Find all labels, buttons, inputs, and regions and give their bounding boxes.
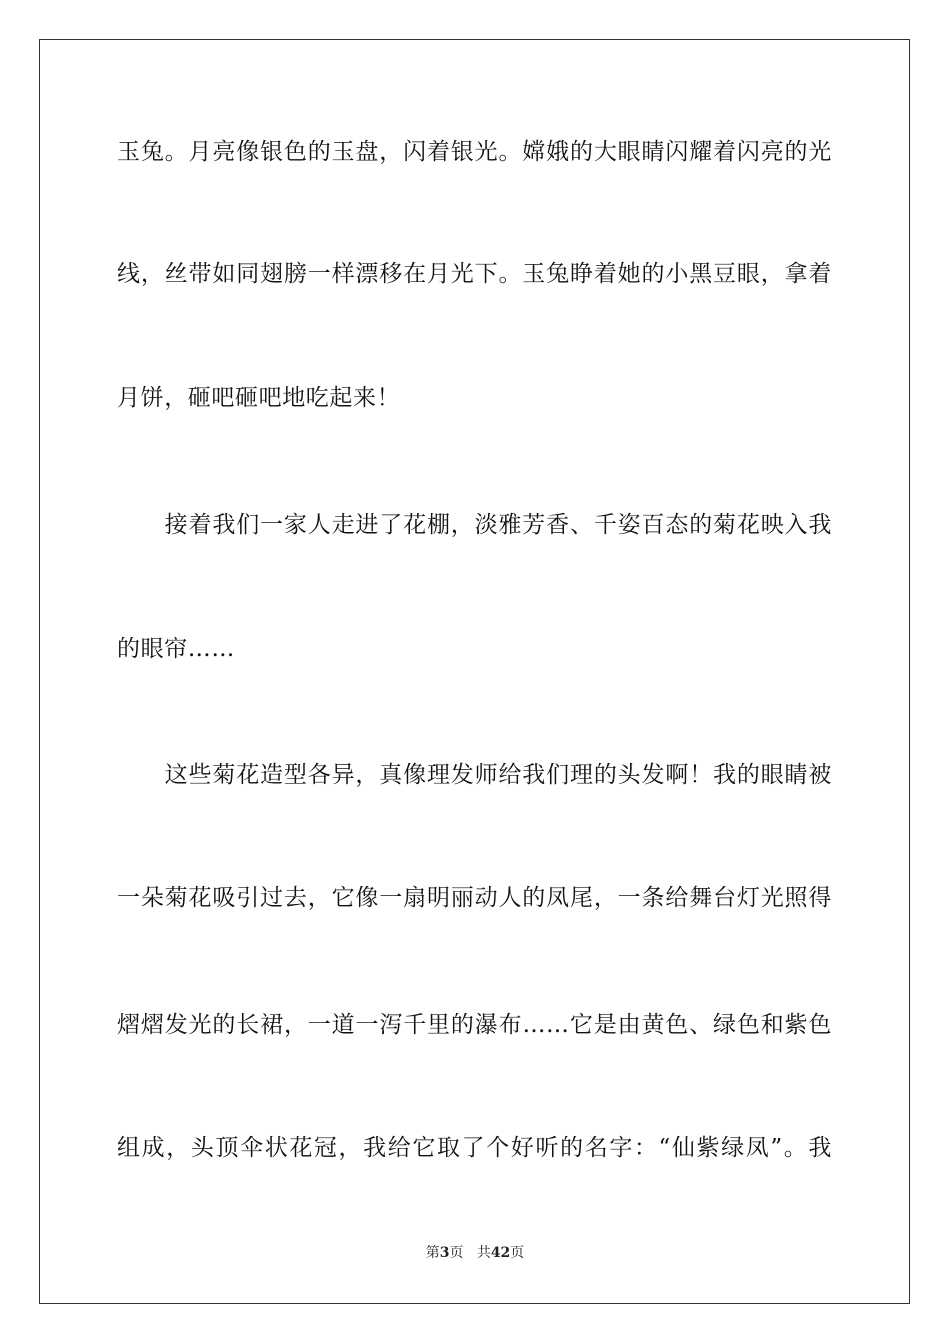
page-border — [39, 39, 910, 1304]
text-line-8: 熠熠发光的长裙，一道一泻千里的瀑布……它是由黄色、绿色和紫色 — [117, 1012, 832, 1038]
footer-page-number: 3 — [439, 1245, 450, 1261]
text-line-1: 玉兔。月亮像银色的玉盘，闪着银光。嫦娥的大眼睛闪耀着闪亮的光 — [117, 139, 832, 165]
text-line-3: 月饼，砸吧砸吧地吃起来！ — [117, 385, 401, 411]
text-line-5: 的眼帘…… — [117, 636, 235, 662]
text-line-4: 接着我们一家人走进了花棚，淡雅芳香、千姿百态的菊花映入我 — [117, 512, 832, 538]
text-line-2: 线，丝带如同翅膀一样漂移在月光下。玉兔睁着她的小黑豆眼，拿着 — [117, 261, 832, 287]
text-line-9: 组成，头顶伞状花冠，我给它取了个好听的名字：“仙紫绿凤”。我 — [117, 1135, 832, 1161]
page-footer — [0, 1244, 950, 1262]
footer-separator — [463, 1245, 476, 1261]
footer-prefix: 第 — [425, 1245, 440, 1261]
text-line-7: 一朵菊花吸引过去，它像一扇明丽动人的凤尾，一条给舞台灯光照得 — [117, 885, 832, 911]
footer-page-suffix: 页 — [449, 1245, 464, 1261]
footer-total-suffix: 页 — [510, 1245, 525, 1261]
footer-total-pages: 42 — [490, 1245, 511, 1261]
text-line-6: 这些菊花造型各异，真像理发师给我们理的头发啊！我的眼睛被 — [117, 762, 832, 788]
footer-total-prefix: 共 — [476, 1245, 491, 1261]
